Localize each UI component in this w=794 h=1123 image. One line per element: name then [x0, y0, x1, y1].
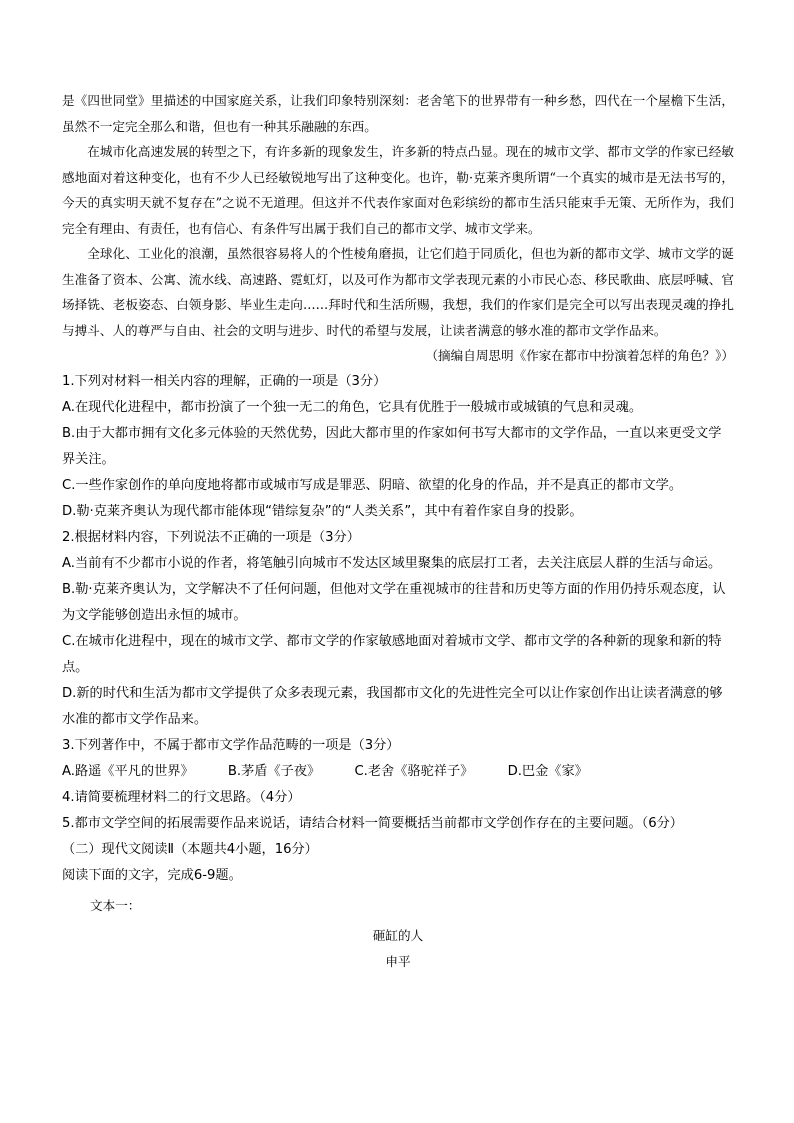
section-2-instruction: 阅读下面的文字，完成6-9题。	[62, 867, 242, 883]
story-title: 砸缸的人	[372, 927, 424, 943]
question-1-stem: 1.下列对材料一相关内容的理解，正确的一项是（3分）	[62, 373, 387, 389]
question-2-option-d: D.新的时代和生活为都市文学提供了众多表现元素，我国都市文化的先进性完全可以让作家创作出让读者满意的够水准的都市文学作品来。	[62, 685, 723, 727]
question-3-stem: 3.下列著作中，不属于都市文学作品范畴的一项是（3分）	[62, 737, 400, 753]
question-4-stem: 4.请简要梳理材料二的行文思路。（4分）	[62, 789, 301, 805]
question-3-options	[62, 759, 734, 785]
question-1-option-b: B.由于大都市拥有文化多元体验的天然优势，因此大都市里的作家如何书写大都市的文学作品，一直以来更受文学界关注。	[62, 425, 722, 467]
material1-paragraph-3: 全球化、工业化的浪潮，虽然很容易将人的个性棱角磨损，让它们趋于同质化，但也为新的都市文学、城市文学的诞生准备了资本、公寓、流水线、高速路、霓虹灯，以及可作为都市文学表现元素的小市民心态、移民歌曲、底层呼喊、官场择铣、老板姿态、白领身影、毕业生走向……拜时代和生活所赐，我想，我们的作家们是完全可以写出表现灵魂的挣扎与搏斗、人的尊严与自由、社会的文明与进步、时代的希望与发展，让读者满意的够水准的都市文学作品来。	[62, 246, 734, 338]
material1-paragraph-2: 在城市化高速发展的转型之下，有许多新的现象发生，许多新的特点凸显。现在的城市文学、都市文学的作家已经敏感地面对着这种变化，也有不少人已经敏锐地写出了这种变化。也许，勒·克莱齐奥所谓“一个真实的城市是无法书写的，今天的真实明天就不复存在”之说不无道理。但这并不代表作家面对色彩缤纷的都市生活只能束手无策、无所作为，我们完全有理由、有责任，也有信心、有条件写出属于我们自己的都市文学、城市文学来。	[62, 144, 734, 236]
question-3	[62, 733, 734, 785]
question-3-option-b: B.茅盾《子夜》	[227, 763, 321, 779]
question-1-option-a: A.在现代化进程中，都市扮演了一个独一无二的角色，它具有优胜于一般城市或城镇的气息和灵魂。	[62, 399, 643, 415]
question-1-option-d: D.勒·克莱齐奥认为现代都市能体现“错综复杂”的“人类关系”，其中有着作家自身的投影。	[62, 503, 583, 519]
question-2-option-b: B.勒·克莱齐奥认为，文学解决不了任何问题，但他对文学在重视城市的往昔和历史等方面的作用仍持乐观态度，认为文学能够创造出永恒的城市。	[62, 581, 726, 623]
text-one-label: 文本一：	[90, 897, 141, 913]
question-3-option-c: C.老舍《骆驼祥子》	[354, 763, 474, 779]
question-5-stem: 5.都市文学空间的拓展需要作品来说话，请结合材料一简要概括当前都市文学创作存在的主要问题。（6分）	[62, 815, 683, 831]
question-2	[62, 525, 734, 733]
question-1-option-c: C.一些作家创作的单向度地将都市或城市写成是罪恶、阴暗、欲望的化身的作品，并不是真正的都市文学。	[62, 477, 683, 493]
question-2-option-c: C.在城市化进程中，现在的城市文学、都市文学的作家敏感地面对着城市文学、都市文学的各种新的现象和新的特点。	[62, 633, 722, 675]
material1-paragraph-continued: 是《四世同堂》里描述的中国家庭关系，让我们印象特别深刻：老舍笔下的世界带有一种乡愁，四代在一个屋檐下生活，虽然不一定完全那么和谐，但也有一种其乐融融的东西。	[62, 93, 734, 134]
question-3-option-a: A.路遥《平凡的世界》	[62, 763, 194, 779]
section-2-heading: （二）现代文阅读Ⅱ（本题共4小题，16分）	[62, 841, 318, 857]
story-author: 申平	[385, 953, 411, 969]
material1-source: （摘编自周思明《作家在都市中扮演着怎样的角色？》）	[425, 348, 734, 363]
question-2-stem: 2.根据材料内容，下列说法不正确的一项是（3分）	[62, 529, 360, 545]
question-2-option-a: A.当前有不少都市小说的作者，将笔触引向城市不发达区域里聚集的底层打工者，去关注底层人群的生活与命运。	[62, 555, 722, 571]
question-1	[62, 369, 734, 525]
question-3-option-d: D.巴金《家》	[507, 763, 588, 779]
